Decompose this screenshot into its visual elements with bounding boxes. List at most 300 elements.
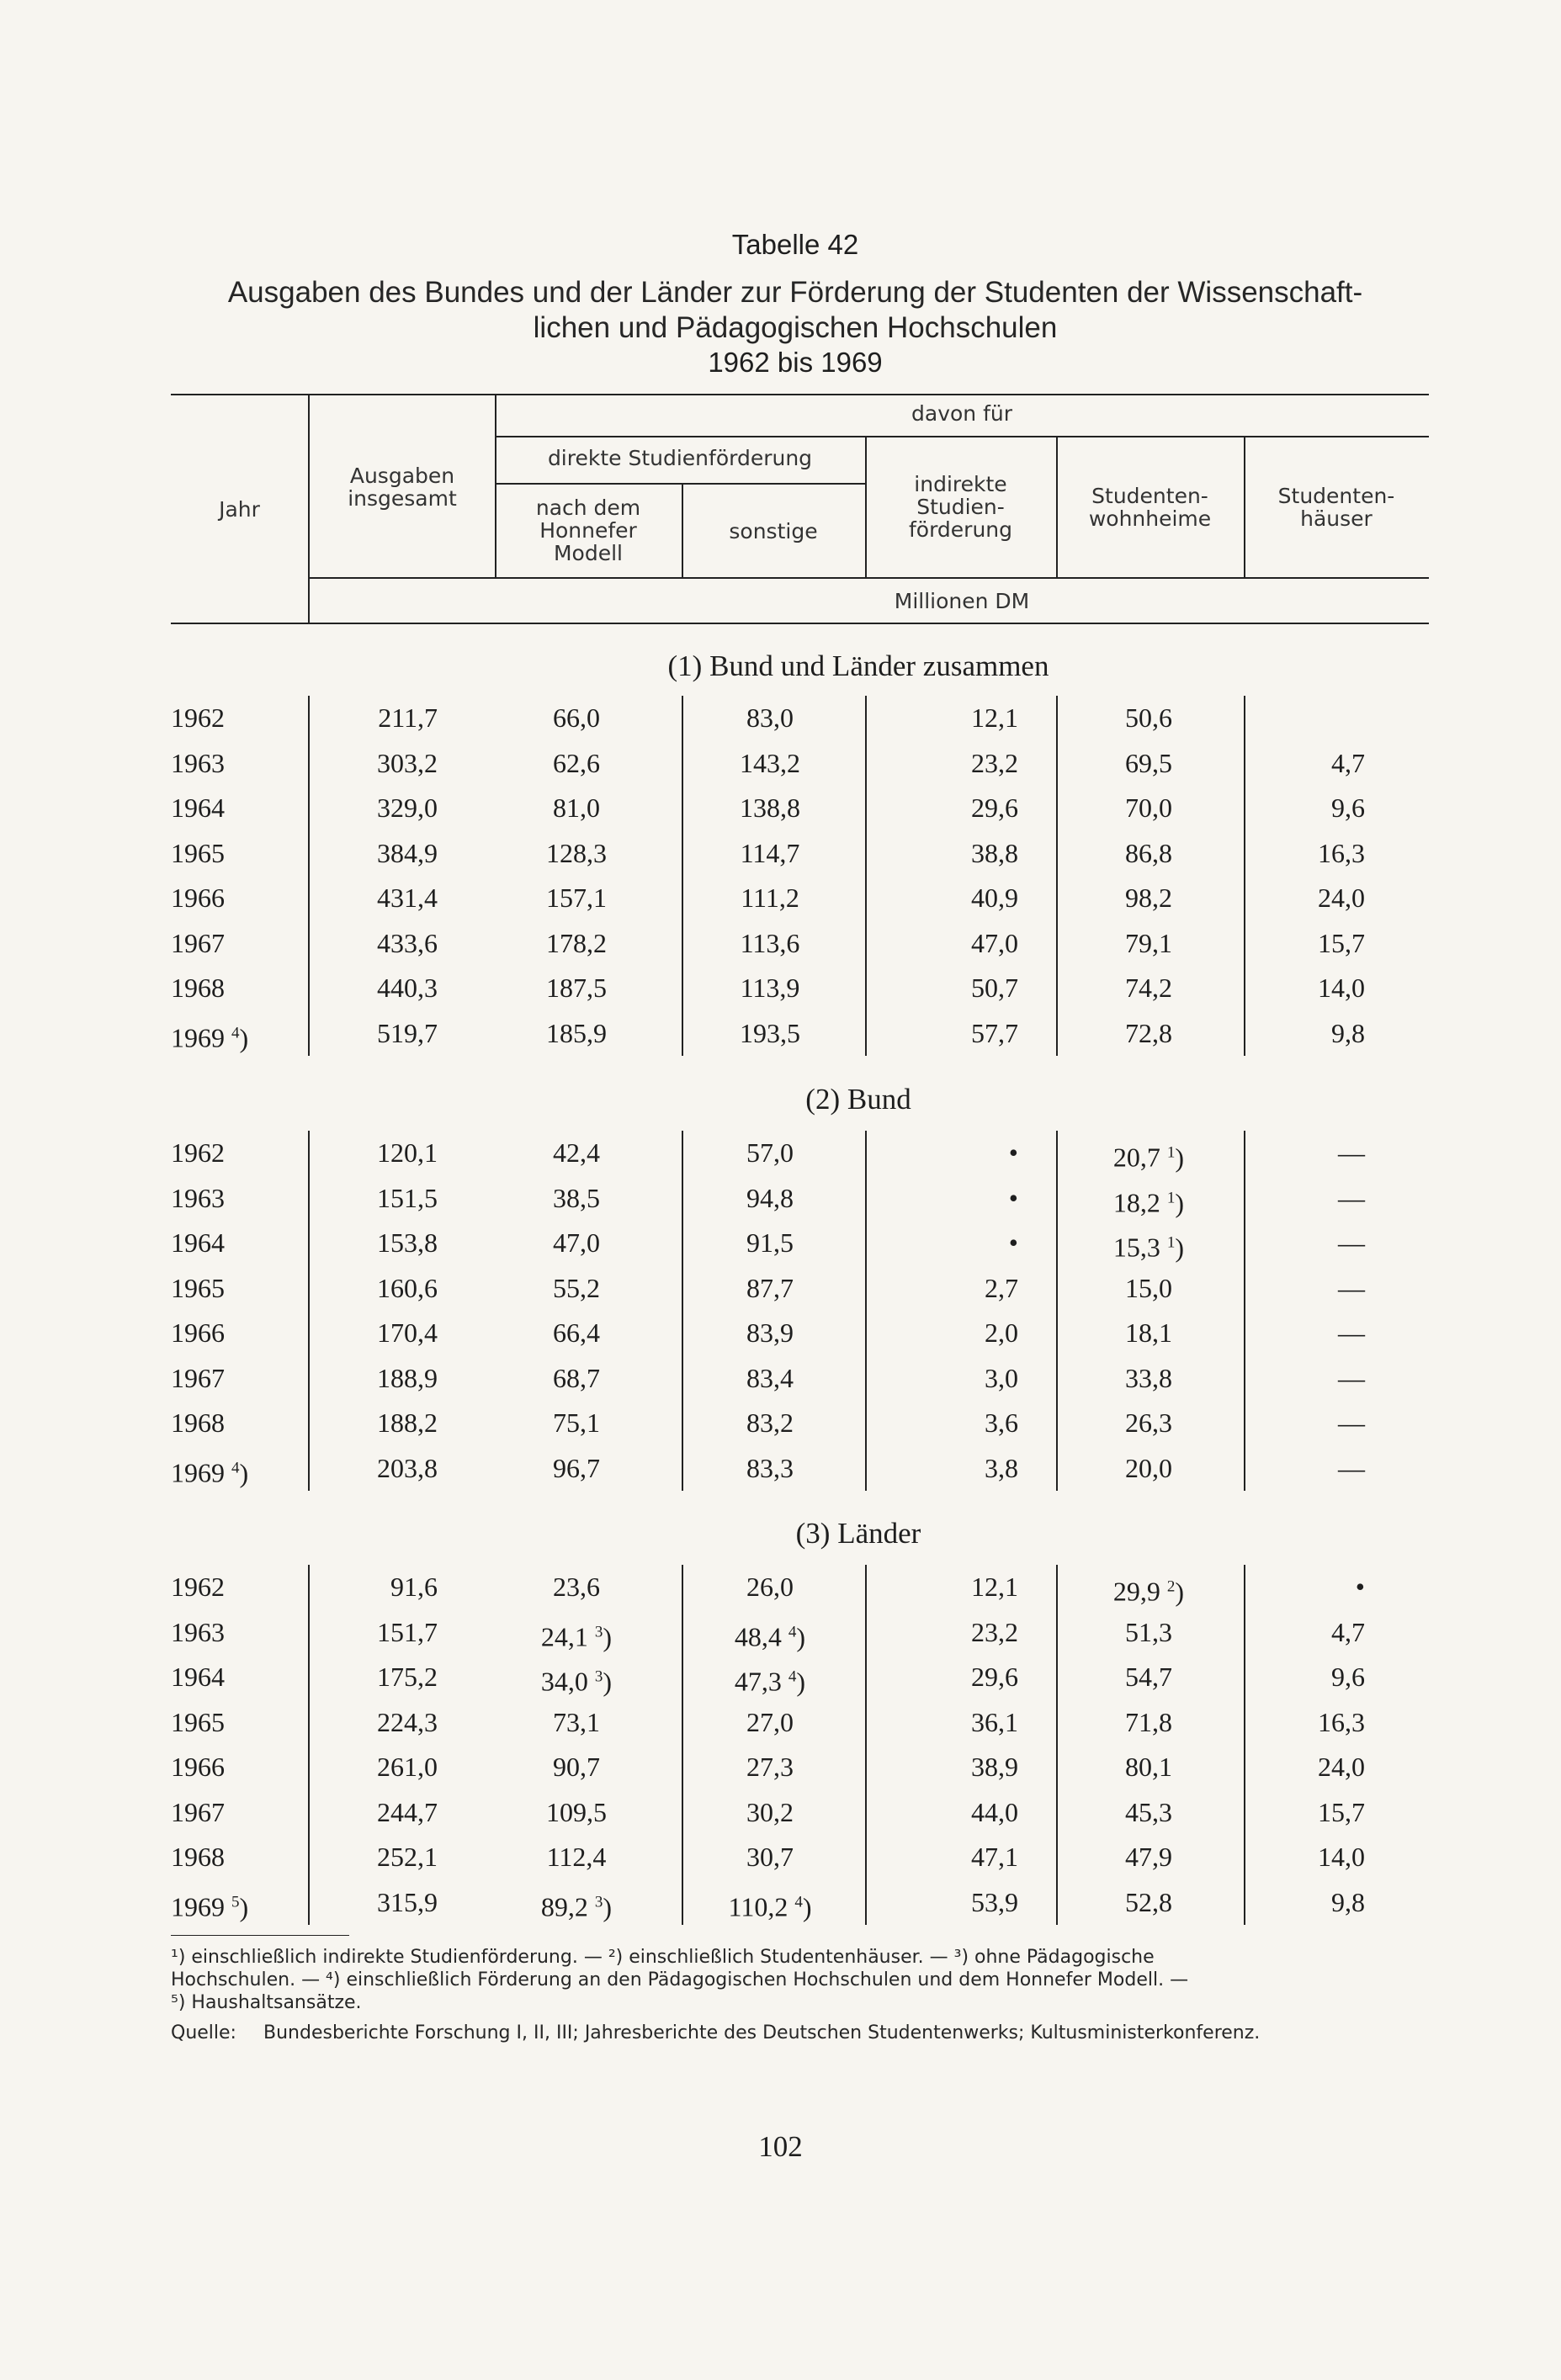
cell-sonstige bbox=[698, 1316, 842, 1349]
footnote-ref: $^3$) bbox=[594, 1621, 613, 1652]
indirekt-value: 50,7 bbox=[971, 973, 1018, 1003]
cell-total bbox=[311, 1271, 438, 1305]
total-value: 188,2 bbox=[377, 1407, 438, 1438]
cell-year bbox=[171, 1840, 225, 1874]
cell-wohnheime bbox=[1052, 1361, 1245, 1395]
footnote-ref: $^5$) bbox=[231, 1891, 249, 1922]
davon-rule bbox=[495, 436, 1429, 437]
total-value: 203,8 bbox=[377, 1453, 438, 1483]
sonstige-value: 111,2 bbox=[741, 883, 799, 913]
cell-honnefer bbox=[513, 1181, 640, 1215]
total-value: 188,9 bbox=[377, 1363, 438, 1393]
sonstige-value: 48,4 bbox=[734, 1621, 782, 1652]
cell-haeuser bbox=[1262, 1660, 1365, 1694]
cell-sonstige bbox=[698, 746, 842, 780]
footnote-number: 4 bbox=[788, 1623, 797, 1641]
cell-year bbox=[171, 791, 225, 824]
footnote-ref: $^4$) bbox=[231, 1457, 249, 1488]
cell-year bbox=[171, 1451, 248, 1490]
cell-wohnheime bbox=[1052, 1840, 1245, 1874]
footnote-line-2: Hochschulen. — ⁴) einschließlich Förderung an den Pädagogischen Hochschulen und dem Honnefer Modell. — bbox=[171, 1969, 1189, 1990]
footnote-ref: $^2$) bbox=[1166, 1576, 1185, 1607]
wohnheime-value: 29,9 bbox=[1112, 1576, 1160, 1607]
cell-total bbox=[311, 746, 438, 780]
total-value: 384,9 bbox=[377, 838, 438, 868]
sonstige-value: 47,3 bbox=[734, 1666, 782, 1697]
caption-line-2: lichen und Pädagogischen Hochschulen bbox=[533, 311, 1058, 344]
year-value: 1962 bbox=[171, 1572, 225, 1602]
cell-year bbox=[171, 1750, 225, 1784]
cell-honnefer bbox=[513, 1885, 640, 1924]
indirekt-value: 53,9 bbox=[971, 1887, 1018, 1917]
cell-year bbox=[171, 1885, 248, 1924]
cell-total bbox=[311, 1885, 438, 1919]
cell-haeuser bbox=[1262, 1271, 1365, 1305]
cell-indirekt bbox=[871, 1795, 1018, 1829]
cell-honnefer bbox=[513, 701, 640, 734]
table-row bbox=[0, 1011, 1561, 1057]
cell-year bbox=[171, 1660, 225, 1694]
cell-wohnheime bbox=[1052, 1451, 1245, 1485]
footnotes bbox=[171, 1946, 1433, 2014]
footnote-number: 3 bbox=[594, 1623, 603, 1641]
table-row bbox=[0, 1311, 1561, 1356]
cell-haeuser bbox=[1262, 1570, 1365, 1603]
cell-indirekt bbox=[871, 1136, 1018, 1169]
indirekt-value: 23,2 bbox=[971, 748, 1018, 778]
cell-haeuser bbox=[1262, 836, 1365, 870]
cell-honnefer bbox=[513, 1361, 640, 1395]
honnefer-value: 109,5 bbox=[546, 1797, 607, 1827]
cell-year bbox=[171, 746, 225, 780]
header-haeuser: Studenten- häuser bbox=[1277, 484, 1395, 531]
indirekt-value: 57,7 bbox=[971, 1018, 1018, 1048]
wohnheime-value: 45,3 bbox=[1125, 1797, 1172, 1827]
cell-haeuser bbox=[1262, 791, 1365, 824]
honnefer-value: 66,0 bbox=[553, 702, 600, 733]
haeuser-value: 4,7 bbox=[1331, 1617, 1365, 1647]
table-row bbox=[0, 1610, 1561, 1656]
total-value: 153,8 bbox=[377, 1227, 438, 1258]
cell-indirekt bbox=[871, 1406, 1018, 1439]
year-value: 1969 bbox=[171, 1457, 225, 1488]
total-value: 170,4 bbox=[377, 1317, 438, 1348]
cell-haeuser bbox=[1262, 1451, 1365, 1485]
table-row bbox=[0, 1356, 1561, 1402]
cell-haeuser bbox=[1262, 1885, 1365, 1919]
sonstige-value: 91,5 bbox=[746, 1227, 794, 1258]
honnefer-value: 128,3 bbox=[546, 838, 607, 868]
total-value: 160,6 bbox=[377, 1273, 438, 1303]
year-value: 1968 bbox=[171, 1407, 225, 1438]
cell-sonstige bbox=[698, 1451, 842, 1485]
sonstige-value: 83,3 bbox=[746, 1453, 794, 1483]
total-value: 244,7 bbox=[377, 1797, 438, 1827]
cell-indirekt bbox=[871, 1451, 1018, 1485]
haeuser-value: 4,7 bbox=[1331, 748, 1365, 778]
table-row bbox=[0, 696, 1561, 741]
cell-sonstige bbox=[698, 971, 842, 1004]
year-value: 1968 bbox=[171, 973, 225, 1003]
header-indirekte: indirekte Studien- förderung bbox=[908, 472, 1013, 542]
header-sonstige: sonstige bbox=[729, 519, 818, 543]
indirekt-value: 12,1 bbox=[971, 702, 1018, 733]
table-row bbox=[0, 1745, 1561, 1790]
year-value: 1967 bbox=[171, 1797, 225, 1827]
cell-haeuser bbox=[1262, 1750, 1365, 1784]
wohnheime-value: 69,5 bbox=[1125, 748, 1172, 778]
cell-year bbox=[171, 836, 225, 870]
cell-honnefer bbox=[513, 1840, 640, 1874]
indirekt-value: 29,6 bbox=[971, 1662, 1018, 1692]
table-row bbox=[0, 1655, 1561, 1700]
total-value: 431,4 bbox=[377, 883, 438, 913]
cell-indirekt bbox=[871, 1570, 1018, 1603]
cell-sonstige bbox=[698, 701, 842, 734]
sonstige-value: 26,0 bbox=[746, 1572, 794, 1602]
year-value: 1966 bbox=[171, 1752, 225, 1782]
honnefer-value: 23,6 bbox=[553, 1572, 600, 1602]
honnefer-value: 187,5 bbox=[546, 973, 607, 1003]
total-value: 519,7 bbox=[377, 1018, 438, 1048]
cell-sonstige bbox=[698, 791, 842, 824]
cell-sonstige bbox=[698, 1181, 842, 1215]
wohnheime-value: 70,0 bbox=[1125, 792, 1172, 823]
year-value: 1967 bbox=[171, 928, 225, 958]
indirekt-value: 2,0 bbox=[985, 1317, 1018, 1348]
year-value: 1968 bbox=[171, 1842, 225, 1872]
cell-honnefer bbox=[513, 746, 640, 780]
table-row bbox=[0, 1446, 1561, 1492]
cell-year bbox=[171, 1705, 225, 1739]
cell-wohnheime bbox=[1052, 1570, 1245, 1609]
cell-indirekt bbox=[871, 1226, 1018, 1259]
table-years: 1962 bis 1969 bbox=[708, 347, 883, 378]
wohnheime-value: 18,2 bbox=[1112, 1187, 1160, 1218]
haeuser-value: — bbox=[1338, 1363, 1365, 1393]
cell-honnefer bbox=[513, 971, 640, 1004]
cell-year bbox=[171, 1795, 225, 1829]
cell-wohnheime bbox=[1052, 1750, 1245, 1784]
cell-total bbox=[311, 836, 438, 870]
wohnheime-value: 15,3 bbox=[1112, 1232, 1160, 1263]
honnefer-value: 89,2 bbox=[540, 1891, 588, 1922]
cell-indirekt bbox=[871, 971, 1018, 1004]
sonstige-value: 27,0 bbox=[746, 1707, 794, 1737]
indirekt-value: 2,7 bbox=[985, 1273, 1018, 1303]
cell-haeuser bbox=[1262, 1016, 1365, 1050]
footnote-number: 3 bbox=[594, 1893, 603, 1911]
sonstige-value: 87,7 bbox=[746, 1273, 794, 1303]
sonstige-value: 113,9 bbox=[740, 973, 800, 1003]
cell-wohnheime bbox=[1052, 1271, 1245, 1305]
sonstige-value: 83,4 bbox=[746, 1363, 794, 1393]
table-row bbox=[0, 876, 1561, 921]
wohnheime-value: 50,6 bbox=[1125, 702, 1172, 733]
wohnheime-value: 80,1 bbox=[1125, 1752, 1172, 1782]
year-value: 1969 bbox=[171, 1891, 225, 1922]
wohnheime-value: 74,2 bbox=[1125, 973, 1172, 1003]
cell-indirekt bbox=[871, 1660, 1018, 1694]
honnefer-value: 34,0 bbox=[540, 1666, 588, 1697]
indirekt-value: 3,8 bbox=[985, 1453, 1018, 1483]
cell-year bbox=[171, 1406, 225, 1439]
cell-indirekt bbox=[871, 836, 1018, 870]
indirekt-value: 38,8 bbox=[971, 838, 1018, 868]
honnefer-value: 42,4 bbox=[553, 1137, 600, 1168]
cell-total bbox=[311, 1181, 438, 1215]
sonstige-value: 94,8 bbox=[746, 1183, 794, 1213]
cell-year bbox=[171, 1016, 248, 1055]
haeuser-value: 24,0 bbox=[1318, 883, 1365, 913]
cell-wohnheime bbox=[1052, 1885, 1245, 1919]
cell-total bbox=[311, 1361, 438, 1395]
cell-wohnheime bbox=[1052, 1316, 1245, 1349]
cell-honnefer bbox=[513, 836, 640, 870]
section-title: (2) Bund bbox=[805, 1083, 911, 1116]
table-row bbox=[0, 1835, 1561, 1880]
haeuser-value: 14,0 bbox=[1318, 1842, 1365, 1872]
cell-sonstige bbox=[698, 1750, 842, 1784]
cell-honnefer bbox=[513, 926, 640, 960]
cell-sonstige bbox=[698, 836, 842, 870]
year-value: 1969 bbox=[171, 1022, 225, 1053]
indirekt-value: 44,0 bbox=[971, 1797, 1018, 1827]
total-value: 261,0 bbox=[377, 1752, 438, 1782]
year-value: 1963 bbox=[171, 1617, 225, 1647]
cell-honnefer bbox=[513, 1705, 640, 1739]
cell-sonstige bbox=[698, 1705, 842, 1739]
total-value: 303,2 bbox=[377, 748, 438, 778]
source-note bbox=[171, 2021, 1433, 2045]
footnote-ref: $^1$) bbox=[1166, 1187, 1185, 1218]
wohnheime-value: 54,7 bbox=[1125, 1662, 1172, 1692]
total-value: 224,3 bbox=[377, 1707, 438, 1737]
cell-year bbox=[171, 1316, 225, 1349]
cell-wohnheime bbox=[1052, 1406, 1245, 1439]
cell-sonstige bbox=[698, 881, 842, 914]
footnote-rule bbox=[171, 1935, 349, 1936]
cell-wohnheime bbox=[1052, 701, 1245, 734]
wohnheime-value: 20,7 bbox=[1112, 1142, 1160, 1173]
footnote-ref: $^4$) bbox=[794, 1891, 812, 1922]
cell-wohnheime bbox=[1052, 1795, 1245, 1829]
cell-honnefer bbox=[513, 1406, 640, 1439]
cell-haeuser bbox=[1262, 926, 1365, 960]
honnefer-value: 47,0 bbox=[553, 1227, 600, 1258]
cell-year bbox=[171, 1226, 225, 1259]
honnefer-value: 75,1 bbox=[553, 1407, 600, 1438]
cell-year bbox=[171, 1136, 225, 1169]
indirekt-value: 47,1 bbox=[971, 1842, 1018, 1872]
cell-total bbox=[311, 701, 438, 734]
table-row bbox=[0, 831, 1561, 877]
sonstige-value: 110,2 bbox=[728, 1891, 788, 1922]
haeuser-value: 9,6 bbox=[1331, 792, 1365, 823]
honnefer-value: 66,4 bbox=[553, 1317, 600, 1348]
table-row bbox=[0, 966, 1561, 1011]
cell-year bbox=[171, 881, 225, 914]
indirekt-value: • bbox=[1008, 1137, 1018, 1168]
header-direkte: direkte Studienförderung bbox=[547, 446, 813, 470]
honnefer-value: 157,1 bbox=[546, 883, 607, 913]
haeuser-value: • bbox=[1355, 1572, 1365, 1602]
cell-honnefer bbox=[513, 1660, 640, 1699]
year-value: 1964 bbox=[171, 1662, 225, 1692]
wohnheime-value: 26,3 bbox=[1125, 1407, 1172, 1438]
wohnheime-value: 71,8 bbox=[1125, 1707, 1172, 1737]
total-value: 91,6 bbox=[390, 1572, 438, 1602]
footnote-number: 5 bbox=[231, 1893, 240, 1911]
section-title: (3) Länder bbox=[795, 1517, 921, 1550]
footnote-number: 2 bbox=[1166, 1577, 1176, 1595]
cell-wohnheime bbox=[1052, 926, 1245, 960]
table-row bbox=[0, 741, 1561, 787]
cell-sonstige bbox=[698, 1136, 842, 1169]
haeuser-value: 9,6 bbox=[1331, 1662, 1365, 1692]
cell-indirekt bbox=[871, 1016, 1018, 1050]
cell-honnefer bbox=[513, 791, 640, 824]
cell-total bbox=[311, 1840, 438, 1874]
indirekt-value: 38,9 bbox=[971, 1752, 1018, 1782]
sonstige-value: 83,0 bbox=[746, 702, 794, 733]
haeuser-value: — bbox=[1338, 1273, 1365, 1303]
haeuser-value: 16,3 bbox=[1318, 1707, 1365, 1737]
cell-wohnheime bbox=[1052, 791, 1245, 824]
cell-total bbox=[311, 791, 438, 824]
wohnheime-value: 20,0 bbox=[1125, 1453, 1172, 1483]
honnefer-value: 62,6 bbox=[553, 748, 600, 778]
cell-year bbox=[171, 1271, 225, 1305]
cell-haeuser bbox=[1262, 1226, 1365, 1259]
year-value: 1963 bbox=[171, 1183, 225, 1213]
wohnheime-value: 72,8 bbox=[1125, 1018, 1172, 1048]
cell-wohnheime bbox=[1052, 1226, 1245, 1264]
total-value: 120,1 bbox=[377, 1137, 438, 1168]
haeuser-value: 9,8 bbox=[1331, 1018, 1365, 1048]
cell-wohnheime bbox=[1052, 746, 1245, 780]
cell-total bbox=[311, 1016, 438, 1050]
honnefer-value: 90,7 bbox=[553, 1752, 600, 1782]
table-row bbox=[0, 1700, 1561, 1746]
indirekt-value: 12,1 bbox=[971, 1572, 1018, 1602]
cell-indirekt bbox=[871, 1750, 1018, 1784]
cell-haeuser bbox=[1262, 1316, 1365, 1349]
total-value: 175,2 bbox=[377, 1662, 438, 1692]
header-jahr: Jahr bbox=[219, 497, 260, 522]
cell-year bbox=[171, 1181, 225, 1215]
cell-honnefer bbox=[513, 1271, 640, 1305]
sonstige-value: 114,7 bbox=[740, 838, 800, 868]
cell-indirekt bbox=[871, 1271, 1018, 1305]
indirekt-value: 23,2 bbox=[971, 1617, 1018, 1647]
cell-indirekt bbox=[871, 881, 1018, 914]
total-value: 252,1 bbox=[377, 1842, 438, 1872]
wohnheime-value: 79,1 bbox=[1125, 928, 1172, 958]
haeuser-value: 9,8 bbox=[1331, 1887, 1365, 1917]
haeuser-value: — bbox=[1338, 1453, 1365, 1483]
caption-line-1: Ausgaben des Bundes und der Länder zur Förderung der Studenten der Wissenschaft- bbox=[227, 276, 1363, 309]
cell-total bbox=[311, 881, 438, 914]
cell-wohnheime bbox=[1052, 1016, 1245, 1050]
year-value: 1965 bbox=[171, 1273, 225, 1303]
source-label: Quelle: bbox=[171, 2022, 236, 2043]
cell-sonstige bbox=[698, 1406, 842, 1439]
cell-sonstige bbox=[698, 926, 842, 960]
cell-year bbox=[171, 701, 225, 734]
footnote-number: 3 bbox=[594, 1667, 603, 1685]
header-top-rule bbox=[171, 394, 1429, 395]
wohnheime-value: 86,8 bbox=[1125, 838, 1172, 868]
cell-year bbox=[171, 971, 225, 1004]
wohnheime-value: 33,8 bbox=[1125, 1363, 1172, 1393]
haeuser-value: — bbox=[1338, 1317, 1365, 1348]
cell-total bbox=[311, 1316, 438, 1349]
wohnheime-value: 98,2 bbox=[1125, 883, 1172, 913]
header-wohnheime: Studenten- wohnheime bbox=[1088, 484, 1212, 531]
sonstige-value: 57,0 bbox=[746, 1137, 794, 1168]
honnefer-value: 68,7 bbox=[553, 1363, 600, 1393]
wohnheime-value: 18,1 bbox=[1125, 1317, 1172, 1348]
header-columns-bottom-rule bbox=[310, 577, 1429, 579]
cell-haeuser bbox=[1262, 1705, 1365, 1739]
haeuser-value: — bbox=[1338, 1183, 1365, 1213]
footnote-ref: $^3$) bbox=[594, 1666, 613, 1697]
cell-wohnheime bbox=[1052, 1181, 1245, 1220]
cell-indirekt bbox=[871, 1361, 1018, 1395]
cell-year bbox=[171, 1615, 225, 1649]
cell-total bbox=[311, 1795, 438, 1829]
wohnheime-value: 15,0 bbox=[1125, 1273, 1172, 1303]
cell-haeuser bbox=[1262, 1181, 1365, 1215]
cell-total bbox=[311, 1136, 438, 1169]
sonstige-value: 193,5 bbox=[740, 1018, 800, 1048]
footnote-ref: $^1$) bbox=[1166, 1232, 1185, 1263]
sonstige-value: 30,2 bbox=[746, 1797, 794, 1827]
footnote-number: 1 bbox=[1166, 1189, 1176, 1206]
cell-honnefer bbox=[513, 881, 640, 914]
total-value: 433,6 bbox=[377, 928, 438, 958]
honnefer-value: 185,9 bbox=[546, 1018, 607, 1048]
direkte-rule bbox=[495, 483, 865, 485]
footnote-line-1: ¹) einschließlich indirekte Studienförderung. — ²) einschließlich Studentenhäuser. — ³) ohne Pädagogische bbox=[171, 1947, 1155, 1968]
table-row bbox=[0, 1131, 1561, 1176]
footnote-ref: $^1$) bbox=[1166, 1142, 1185, 1173]
honnefer-value: 178,2 bbox=[546, 928, 607, 958]
haeuser-value: 14,0 bbox=[1318, 973, 1365, 1003]
cell-total bbox=[311, 1226, 438, 1259]
cell-year bbox=[171, 1361, 225, 1395]
indirekt-value: 40,9 bbox=[971, 883, 1018, 913]
honnefer-value: 96,7 bbox=[553, 1453, 600, 1483]
indirekt-value: 47,0 bbox=[971, 928, 1018, 958]
footnote-number: 1 bbox=[1166, 1233, 1176, 1251]
wohnheime-value: 47,9 bbox=[1125, 1842, 1172, 1872]
indirekt-value: 36,1 bbox=[971, 1707, 1018, 1737]
table-row bbox=[0, 1880, 1561, 1926]
table-row bbox=[0, 786, 1561, 831]
cell-haeuser bbox=[1262, 1795, 1365, 1829]
sonstige-value: 30,7 bbox=[746, 1842, 794, 1872]
year-value: 1965 bbox=[171, 1707, 225, 1737]
table-row bbox=[0, 1266, 1561, 1312]
cell-sonstige bbox=[698, 1361, 842, 1395]
indirekt-value: • bbox=[1008, 1227, 1018, 1258]
table-number: Tabelle 42 bbox=[731, 229, 859, 260]
cell-indirekt bbox=[871, 701, 1018, 734]
cell-sonstige bbox=[698, 1840, 842, 1874]
footnote-ref: $^4$) bbox=[788, 1621, 806, 1652]
